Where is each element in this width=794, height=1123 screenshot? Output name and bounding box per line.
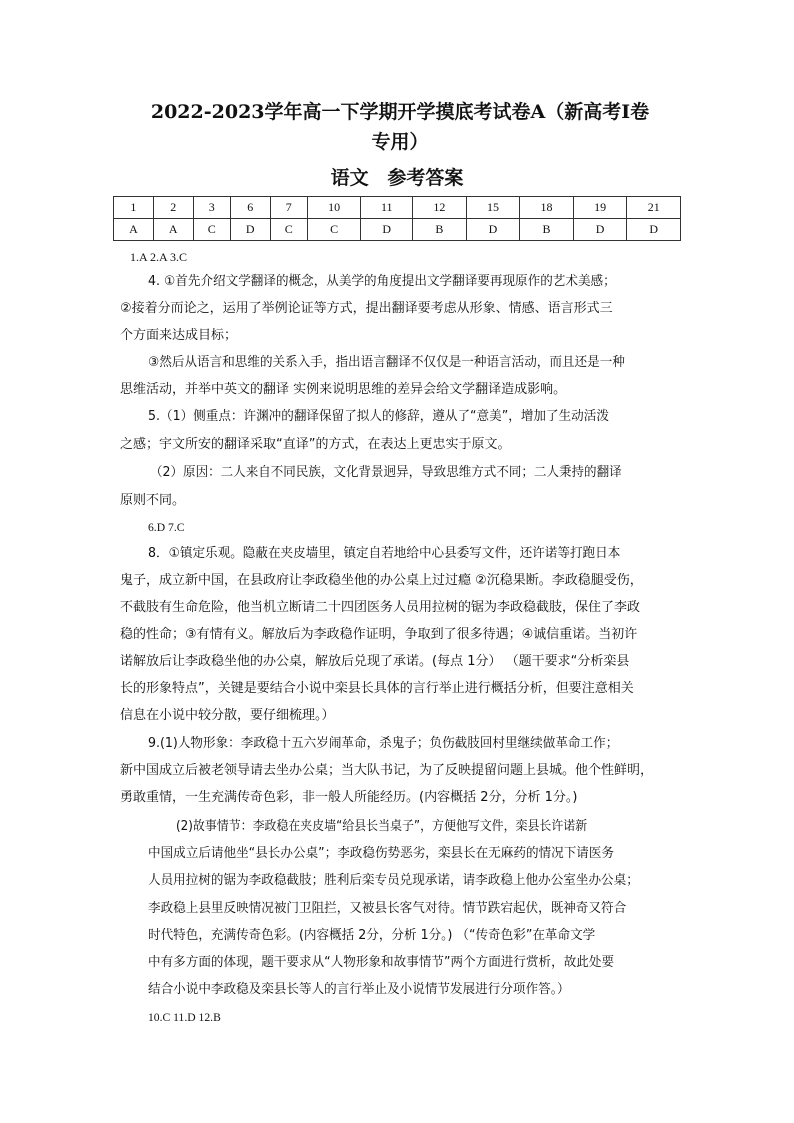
- answer-line: 6.D 7.C: [148, 520, 185, 534]
- answer-row: [114, 219, 681, 241]
- answer-cell: D: [627, 219, 681, 241]
- answer-line: 8．①镇定乐观。隐蔽在夹皮墙里，镇定自若地给中心县委写文件，还许诺等打跑日本: [148, 546, 621, 561]
- answer-line: 个方面来达成目标；: [120, 328, 238, 343]
- answer-line: 李政稳上县里反映情况被门卫阻拦，又被县长客气对待。情节跌宕起伏，既神奇又符合: [148, 901, 627, 916]
- question-number: 1: [114, 197, 154, 219]
- answer-line: 诺解放后让李政稳坐他的办公桌，解放后兑现了承诺。(每点 1分） （题干要求“分析栾县: [120, 654, 630, 669]
- answer-line: 中国成立后请他坐“县长办公桌”；李政稳伤势恶劣，栾县长在无麻药的情况下请医务: [148, 846, 615, 861]
- subject-label: 语文: [330, 167, 369, 189]
- question-number: 15: [466, 197, 520, 219]
- answer-cell: B: [413, 219, 467, 241]
- answer-line: （2）原因：二人来自不同民族，文化背景迥异，导致思维方式不同；二人秉持的翻译: [150, 465, 622, 480]
- question-number: 19: [573, 197, 627, 219]
- answer-line: 鬼子，成立新中国，在县政府让李政稳坐他的办公桌上过过瘾 ②沉稳果断。李政稳腿受伤，: [120, 573, 643, 588]
- answer-cell: A: [114, 219, 154, 241]
- answer-line: (2)故事情节：李政稳在夹皮墙“给县长当桌子”，方便他写文件，栾县长许诺新: [176, 819, 588, 834]
- answer-line: 勇敢重情，一生充满传奇色彩，非一般人所能经历。(内容概括 2分，分析 1分。): [120, 790, 578, 805]
- answer-line: 5.（1）侧重点：许渊冲的翻译保留了拟人的修辞，遵从了“意美”，增加了生动活泼: [148, 409, 609, 424]
- answer-line: 人员用拉树的锯为李政稳截肢；胜利后栾专员兑现承诺，请李政稳上他办公室坐办公桌；: [148, 873, 639, 888]
- answer-line: 思维活动，并举中英文的翻译 实例来说明思维的差异会给文学翻译造成影响。: [120, 382, 567, 397]
- answer-table: [113, 196, 681, 241]
- answer-cell: C: [193, 219, 230, 241]
- answer-line: 信息在小说中较分散，要仔细梳理。）: [120, 708, 335, 723]
- question-number: 10: [307, 197, 361, 219]
- answer-line: 稳的性命；③有情有义。解放后为李政稳作证明，争取到了很多待遇；④诚信重诺。当初许: [120, 627, 638, 642]
- answer-cell: D: [361, 219, 413, 241]
- answer-line: 长的形象特点”，关键是要结合小说中栾县长具体的言行举止进行概括分析，但要注意相关: [120, 681, 634, 696]
- answer-line: 4. ①首先介绍文学翻译的概念，从美学的角度提出文学翻译要再现原作的艺术美感；: [148, 274, 616, 289]
- answer-line: 中有多方面的体现，题干要求从“人物形象和故事情节”两个方面进行赏析，故此处要: [148, 955, 615, 970]
- question-number: 12: [413, 197, 467, 219]
- answer-cell: D: [573, 219, 627, 241]
- answer-cell: A: [153, 219, 193, 241]
- answer-line: 原则不同。: [120, 493, 186, 508]
- question-number: 7: [270, 197, 307, 219]
- answer-cell: D: [466, 219, 520, 241]
- answer-line: 时代特色，充满传奇色彩。(内容概括 2分，分析 1分。) （“传奇色彩”在革命文学: [148, 928, 596, 943]
- answer-line: 9.(1)人物形象：李政稳十五六岁闹革命，杀鬼子；负伤截肢回村里继续做革命工作；: [148, 736, 619, 751]
- question-number: 3: [193, 197, 230, 219]
- answer-cell: C: [270, 219, 307, 241]
- question-number: 11: [361, 197, 413, 219]
- answer-cell: D: [230, 219, 270, 241]
- question-number: 6: [230, 197, 270, 219]
- answer-line: ②接着分而论之，运用了举例论证等方式，提出翻译要考虑从形象、情感、语言形式三: [120, 301, 613, 316]
- question-number: 21: [627, 197, 681, 219]
- answer-line: 10.C 11.D 12.B: [148, 1010, 221, 1024]
- answer-line: 1.A 2.A 3.C: [130, 250, 188, 264]
- document-title-line2: 专用）: [371, 131, 429, 153]
- question-number-row: [114, 197, 681, 219]
- document-subtitle: [0, 163, 794, 190]
- answer-line: 新中国成立后被老领导请去坐办公桌；当大队书记，为了反映提留问题上县城。他个性鲜明，: [120, 763, 654, 778]
- question-number: 18: [520, 197, 574, 219]
- answer-line: 结合小说中李政稳及栾县长等人的言行举止及小说情节发展进行分项作答。）: [148, 982, 570, 997]
- answer-line: ③然后从语言和思维的关系入手，指出语言翻译不仅仅是一种语言活动，而且还是一种: [148, 355, 625, 370]
- answer-cell: C: [307, 219, 361, 241]
- answer-line: 不截肢有生命危险，他当机立断请二十四团医务人员用拉树的锯为李政稳截肢，保住了李政: [120, 600, 641, 615]
- question-number: 2: [153, 197, 193, 219]
- answer-key-label: 参考答案: [387, 167, 464, 189]
- answer-cell: B: [520, 219, 574, 241]
- document-title-line1: 2022-2023学年高一下学期开学摸底考试卷A（新高考Ⅰ卷: [150, 101, 650, 123]
- answer-line: 之感；宇文所安的翻译采取“直译”的方式，在表达上更忠实于原文。: [120, 437, 511, 452]
